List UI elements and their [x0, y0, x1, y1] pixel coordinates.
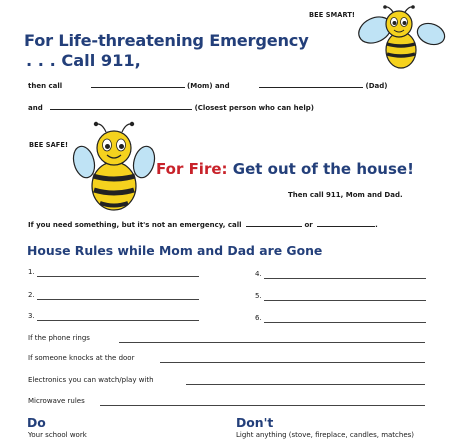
- rule-number-5: 5.: [255, 292, 262, 300]
- door-knock-label: If someone knocks at the door: [28, 354, 135, 362]
- non-emergency-blank-2[interactable]: [317, 225, 375, 227]
- rule-line-3[interactable]: [37, 320, 199, 321]
- dont-title: Don't: [236, 415, 274, 430]
- mom-label: (Mom) and: [187, 82, 230, 90]
- non-emergency-label: If you need something, but it's not an emergency, call: [28, 221, 242, 229]
- mom-number-blank[interactable]: [91, 86, 185, 88]
- rule-line-4[interactable]: [264, 278, 426, 279]
- closest-person-label: (Closest person who can help): [194, 104, 314, 112]
- rule-number-1: 1.: [28, 268, 35, 276]
- non-emergency-row: [28, 221, 378, 229]
- emergency-headline: For Life-threatening Emergency: [24, 31, 309, 50]
- fire-instruction: Get out of the house!: [232, 160, 414, 178]
- electronics-label: Electronics you can watch/play with: [28, 376, 154, 384]
- closest-person-row: [28, 104, 314, 112]
- bee-icon: [355, 5, 447, 68]
- period-label: .: [375, 221, 378, 229]
- rule-line-1[interactable]: [37, 276, 199, 277]
- rule-number-3: 3.: [28, 312, 35, 320]
- rule-line-6[interactable]: [264, 322, 426, 323]
- do-item: Your school work: [28, 431, 87, 439]
- dad-number-blank[interactable]: [259, 86, 363, 88]
- non-emergency-blank-1[interactable]: [246, 225, 302, 227]
- fire-headline: [156, 160, 414, 178]
- bee-icon: [72, 122, 158, 210]
- door-knock-line[interactable]: [160, 362, 425, 363]
- microwave-label: Microwave rules: [28, 397, 85, 405]
- bee-middle-illustration: [72, 118, 158, 214]
- phone-rings-line[interactable]: [119, 342, 425, 343]
- microwave-line[interactable]: [100, 405, 425, 406]
- dont-item: Light anything (stove, fireplace, candles, matches): [236, 431, 415, 439]
- then-call-label: then call: [28, 82, 63, 90]
- bee-safe-label: BEE SAFE!: [29, 141, 69, 149]
- rule-number-4: 4.: [255, 270, 262, 278]
- phone-rings-label: If the phone rings: [28, 334, 90, 342]
- bee-top-illustration: [355, 4, 447, 70]
- fire-label: For Fire:: [156, 160, 228, 178]
- or-label: or: [304, 221, 313, 229]
- closest-person-blank[interactable]: [50, 108, 192, 110]
- do-title: Do: [27, 415, 46, 430]
- electronics-line[interactable]: [186, 384, 425, 385]
- dad-label: (Dad): [365, 82, 388, 90]
- rule-line-5[interactable]: [264, 300, 426, 301]
- then-call-row: [28, 82, 388, 90]
- rule-number-2: 2.: [28, 291, 35, 299]
- and-label: and: [28, 104, 43, 112]
- rule-number-6: 6.: [255, 314, 262, 322]
- fire-then-call: Then call 911, Mom and Dad.: [288, 191, 403, 199]
- house-rules-title: House Rules while Mom and Dad are Gone: [27, 243, 323, 258]
- bee-smart-label: BEE SMART!: [309, 11, 356, 19]
- call-911-headline: . . . Call 911,: [26, 51, 141, 70]
- rule-line-2[interactable]: [37, 299, 199, 300]
